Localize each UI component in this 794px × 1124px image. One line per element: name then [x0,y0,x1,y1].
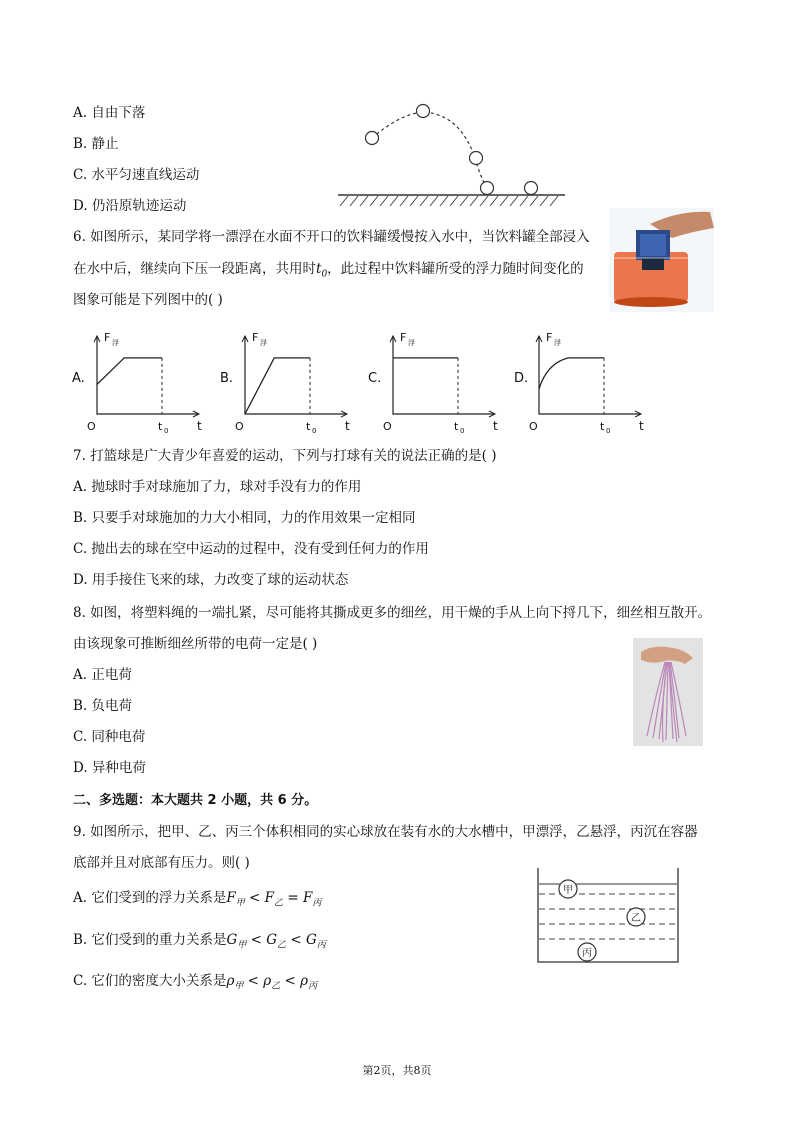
ball-5 [525,182,538,195]
ball-4 [481,182,494,195]
water-tank-figure [535,866,685,966]
can-in-water-photo [610,208,714,312]
graph-t0-sub: 0 [460,427,465,435]
ball-jia-label: 甲 [563,885,573,896]
q7-option-c: C. 抛出去的球在空中运动的过程中，没有受到任何力的作用 [73,541,429,557]
graph-xlabel: t [493,419,498,433]
graph-curve [97,358,162,385]
graph-xlabel: t [639,419,644,433]
q7-option-b: B. 只要手对球施加的力大小相同，力的作用效果一定相同 [73,510,416,526]
page-footer: 第2页，共8页 [362,1064,432,1077]
ball-bing-label: 丙 [582,948,592,959]
q5-option-a: A. 自由下落 [73,105,146,121]
graph-axes [97,336,199,414]
graph-axes [393,336,495,414]
q7-option-d: D. 用手接住飞来的球，力改变了球的运动状态 [73,572,349,588]
graph-option-c [368,318,503,438]
q9-option-b: B. 它们受到的重力关系是$G_甲 < G_乙 < G_丙$ [73,932,326,951]
graph-t0-sub: 0 [312,427,317,435]
graph-option-d [514,318,649,438]
q9-stem-line1: 9. 如图所示，把甲、乙、丙三个体积相同的实心球放在装有水的大水槽中，甲漂浮，乙悬浮，丙沉在容器 [73,824,698,840]
graph-origin-label: O [87,420,96,433]
q8-option-a: A. 正电荷 [73,667,132,683]
graph-option-label: C. [368,371,382,386]
graph-curve [245,358,310,414]
q9-stem-line2: 底部并且对底部有压力。则( ) [73,855,250,871]
graph-ylabel-sub: 浮 [554,339,561,347]
graph-option-label: A. [72,371,85,386]
graph-ylabel-sub: 浮 [408,339,415,347]
ball-trajectory-figure [330,96,570,212]
graph-t0-label: t [600,420,605,433]
graph-t0-sub: 0 [606,427,611,435]
ball-2 [417,105,430,118]
q5-option-b: B. 静止 [73,136,119,152]
q7-option-a: A. 抛球时手对球施加了力，球对手没有力的作用 [73,479,362,495]
q9-option-c: C. 它们的密度大小关系是$\rho_甲 < \rho_乙 < \rho_丙$ [73,973,318,992]
ball-1 [366,132,379,145]
graph-ylabel: F [252,331,259,344]
graph-ylabel-sub: 浮 [260,339,267,347]
q6-stem-line2: 在水中后，继续向下压一段距离，共用时$t_0$，此过程中饮料罐所受的浮力随时间变化的 [73,261,584,280]
graph-xlabel: t [197,419,202,433]
ball-3 [470,152,483,165]
graph-ylabel: F [400,331,407,344]
q6-stem-line3: 图象可能是下列图中的( ) [73,292,223,308]
graph-origin-label: O [235,420,244,433]
graph-option-label: B. [220,371,234,386]
graph-option-a [72,318,207,438]
q7-stem: 7. 打篮球是广大青少年喜爱的运动，下列与打球有关的说法正确的是( ) [73,448,497,464]
graph-t0-label: t [454,420,459,433]
graph-ylabel: F [104,331,111,344]
graph-curve [539,358,604,389]
graph-origin-label: O [383,420,392,433]
graph-t0-label: t [158,420,163,433]
q6-stem-line1: 6. 如图所示，某同学将一漂浮在水面不开口的饮料罐缓慢按入水中，当饮料罐全部浸入 [73,229,590,245]
graph-ylabel-sub: 浮 [112,339,119,347]
graph-xlabel: t [345,419,350,433]
q8-option-b: B. 负电荷 [73,698,133,714]
graph-t0-label: t [306,420,311,433]
ball-yi-label: 乙 [631,913,641,924]
graph-option-b [220,318,355,438]
graph-axes [245,336,347,414]
q8-stem-line1: 8. 如图，将塑料绳的一端扎紧，尽可能将其撕成更多的细丝，用干燥的手从上向下捋几下，细丝相互散开。 [73,605,712,621]
graph-ylabel: F [546,331,553,344]
q8-option-c: C. 同种电荷 [73,729,146,745]
q5-option-d: D. 仍沿原轨迹运动 [73,198,187,214]
section-multi-choice-title: 二、多选题：本大题共 2 小题，共 6 分。 [73,793,318,808]
q8-option-d: D. 异种电荷 [73,760,146,776]
graph-t0-sub: 0 [164,427,169,435]
q8-stem-line2: 由该现象可推断细丝所带的电荷一定是( ) [73,636,318,652]
graph-origin-label: O [529,420,538,433]
graph-axes [539,336,641,414]
q9-option-a: A. 它们受到的浮力关系是$F_甲 < F_乙 = F_丙$ [73,890,322,909]
q5-option-c: C. 水平匀速直线运动 [73,167,200,183]
plastic-strings-photo [633,638,703,746]
graph-option-label: D. [514,371,529,386]
